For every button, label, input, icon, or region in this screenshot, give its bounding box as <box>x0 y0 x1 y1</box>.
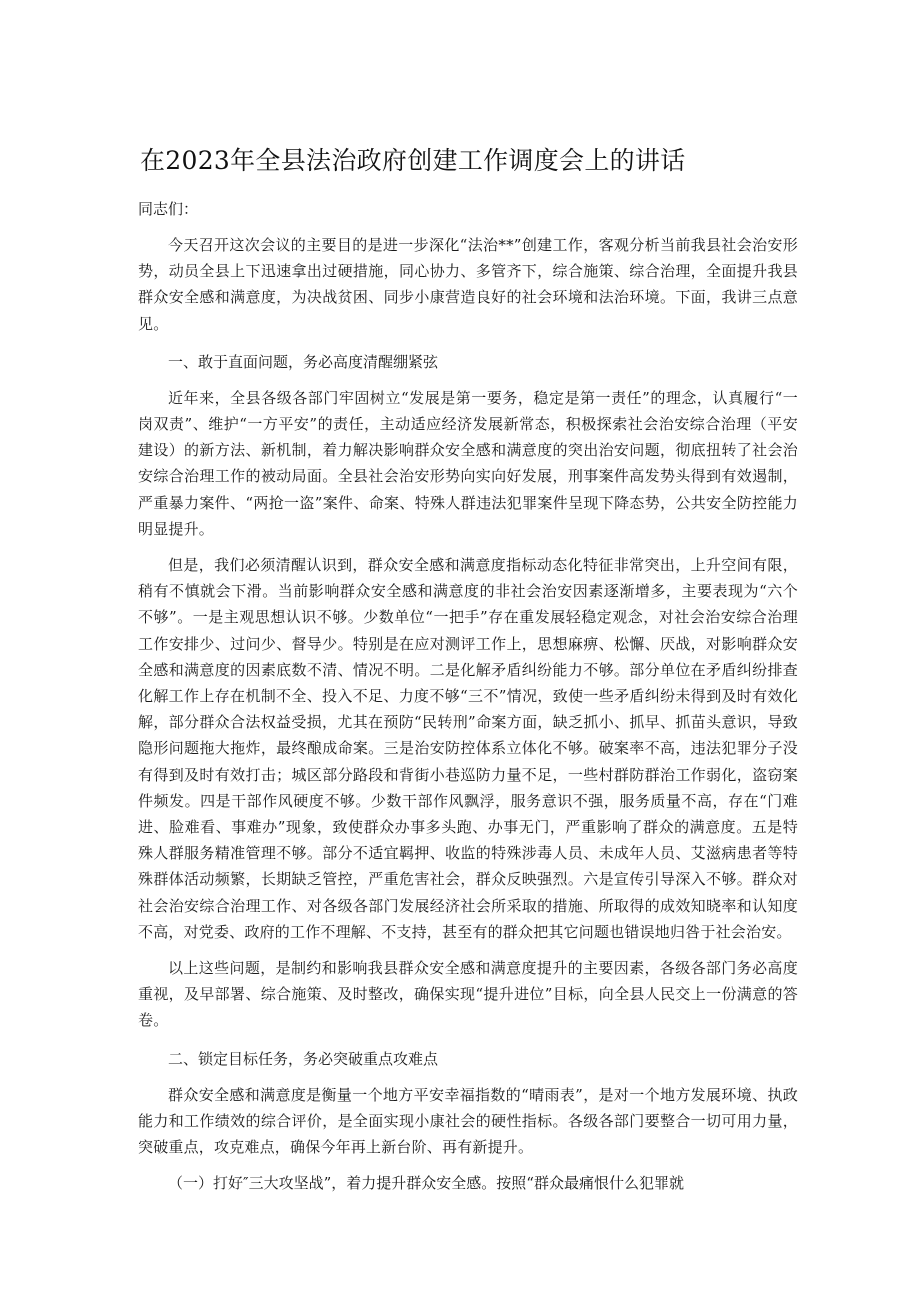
section-1-heading: 一、敢于直面问题，务必高度清醒绷紧弦 <box>168 352 439 371</box>
document-title: 在2023年全县法治政府创建工作调度会上的讲话 <box>140 146 686 175</box>
section-1-paragraph-1: 近年来，全县各级各部门牢固树立“发展是第一要务，稳定是第一责任”的理念，认真履行“一岗双责”、维护“一方平安”的责任，主动适应经济发展新常态，积极探索社会治安综合治理（平安建设）的新方法、新机制，着力解决影响群众安全感和满意度的突出治安问题，彻底扭转了社会治安综合治理工作的被动局面。全县社会治安形势向实向好发展，刑事案件高发势头得到有效遏制，严重暴力案件、“两抢一盗”案件、命案、特殊人群违法犯罪案件呈现下降态势，公共安全防控能力明显提升。 <box>138 388 798 538</box>
section-2-subsection-1: （一）打好″三大攻坚战”，着力提升群众安全感。按照“群众最痛恨什么犯罪就 <box>168 1174 684 1193</box>
section-1-paragraph-3: 以上这些问题，是制约和影响我县群众安全感和满意度提升的主要因素，各级各部门务必高度重视，及早部署、综合施策、及时整改，确保实现“提升进位”目标，向全县人民交上一份满意的答卷。 <box>138 959 798 1030</box>
section-2-paragraph-1: 群众安全感和满意度是衡量一个地方平安幸福指数的“晴雨表”，是对一个地方发展环境、执政能力和工作绩效的综合评价，是全面实现小康社会的硬性指标。各级各部门要整合一切可用力量，突破重点，攻克难点，确保今年再上新台阶、再有新提升。 <box>138 1085 798 1157</box>
section-1-paragraph-2: 但是，我们必须清醒认识到，群众安全感和满意度指标动态化特征非常突出，上升空间有限，稍有不慎就会下滑。当前影响群众安全感和满意度的非社会治安因素逐渐增多，主要表现为“六个不够”。一是主观思想认识不够。少数单位“一把手”存在重发展轻稳定观念，对社会治安综合治理工作安排少、过问少、督导少。特别是在应对测评工作上，思想麻痹、松懈、厌战，对影响群众安全感和满意度的因素底数不清、情况不明。二是化解矛盾纠纷能力不够。部分单位在矛盾纠纷排查化解工作上存在机制不全、投入不足、力度不够“三不”情况，致使一些矛盾纠纷未得到及时有效化解，部分群众合法权益受损，尤其在预防“民转刑”命案方面，缺乏抓小、抓早、抓苗头意识，导致隐形问题拖大拖炸，最终酿成命案。三是治安防控体系立体化不够。破案率不高，违法犯罪分子没有得到及时有效打击；城区部分路段和背街小巷巡防力量不足，一些村群防群治工作弱化，盗窃案件频发。四是干部作风硬度不够。少数干部作风飘浮，服务意识不强，服务质量不高，存在“门难进、脸难看、事难办”现象，致使群众办事多头跑、办事无门，严重影响了群众的满意度。五是特殊人群服务精准管理不够。部分不适宜羁押、收监的特殊涉毒人员、未成年人员、艾滋病患者等特殊群体活动频繁，长期缺乏管控，严重危害社会，群众反映强烈。六是宣传引导深入不够。群众对社会治安综合治理工作、对各级各部门发展经济社会所采取的措施、所取得的成效知晓率和认知度不高，对党委、政府的工作不理解、不支持，甚至有的群众把其它问题也错误地归咎于社会治安。 <box>138 556 798 941</box>
document-page <box>138 0 798 1196</box>
section-2-heading: 二、锁定目标任务，务必突破重点攻难点 <box>168 1049 439 1068</box>
salutation: 同志们： <box>138 200 199 218</box>
intro-paragraph: 今天召开这次会议的主要目的是进一步深化“法治**”创建工作，客观分析当前我县社会治安形势，动员全县上下迅速拿出过硬措施，同心协力、多管齐下，综合施策、综合治理，全面提升我县群众安全感和满意度，为决战贫困、同步小康营造良好的社会环境和法治环境。下面，我讲三点意见。 <box>138 236 798 333</box>
